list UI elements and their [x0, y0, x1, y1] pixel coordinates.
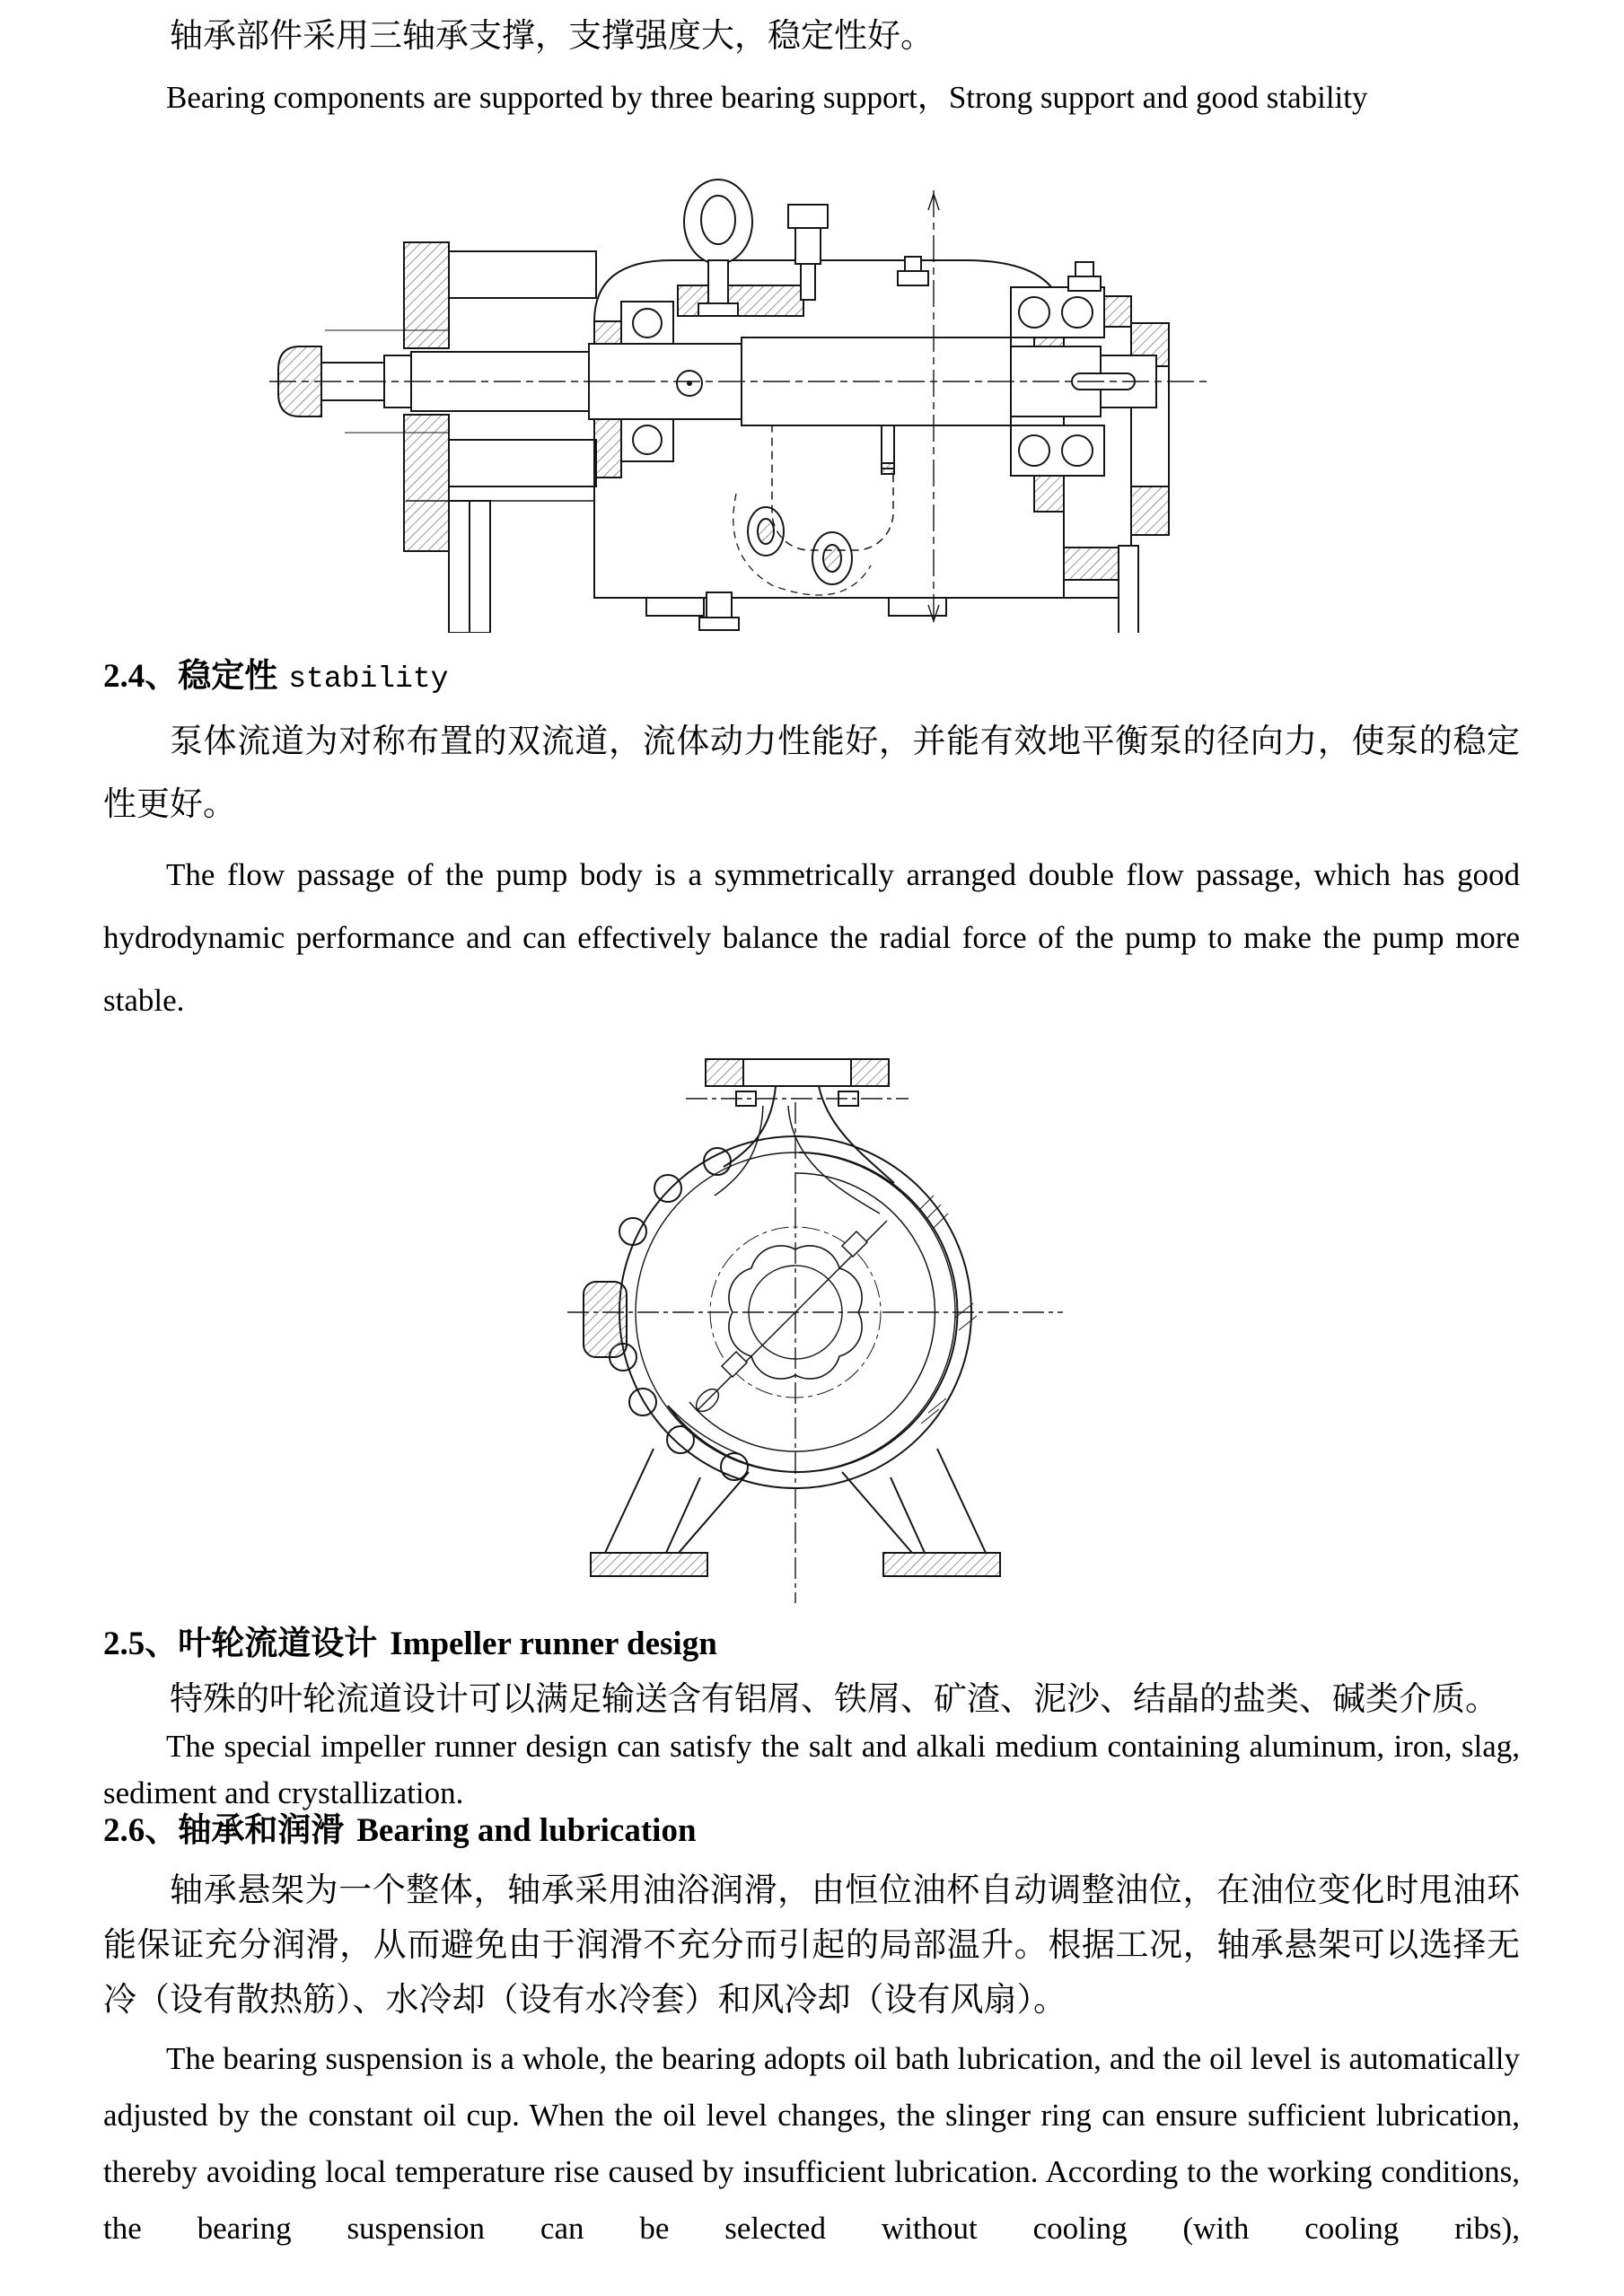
- section-2-4-paragraph-en: The flow passage of the pump body is a symmetrically arranged double flow passage, which has good hydrodynamic performance and can effectively balance the radial force of the pump to make the pump more stable.: [103, 857, 1520, 1018]
- section-2-4-paragraph-zh: 泵体流道为对称布置的双流道，流体动力性能好，并能有效地平衡泵的径向力，使泵的稳定性更好。: [103, 723, 1520, 823]
- section-2-6-paragraph-zh: 轴承悬架为一个整体，轴承采用油浴润滑，由恒位油杯自动调整油位，在油位变化时甩油环能保证充分润滑，从而避免由于润滑不充分而引起的局部温升。根据工况，轴承悬架可以选择无冷（设有散热筋）、水冷却（设有水冷套）和风冷却（设有风扇）。: [103, 1872, 1520, 2019]
- section-2-5-heading-zh: 2.5、叶轮流道设计: [103, 1626, 378, 1662]
- bearing-assembly-drawing: [269, 171, 1221, 633]
- section-2-4-heading-en: stability: [288, 662, 449, 696]
- impeller-hub: [692, 1221, 887, 1415]
- section-2-6-heading: [103, 1810, 1520, 1853]
- volute-casing: [584, 1059, 977, 1488]
- section-2-5-paragraph-zh: 特殊的叶轮流道设计可以满足输送含有铝屑、铁屑、矿渣、泥沙、结晶的盐类、碱类介质。: [170, 1681, 1498, 1718]
- section-2-6-heading-en: Bearing and lubrication: [356, 1812, 697, 1849]
- section-2-4-heading-zh: 2.4、稳定性: [103, 658, 278, 695]
- section-2-5-heading-en: Impeller runner design: [390, 1626, 717, 1662]
- bearing-assembly-figure: [269, 171, 1221, 633]
- section-2-6-paragraph-en: The bearing suspension is a whole, the bearing adopts oil bath lubrication, and the oil level is automatically adjusted by the constant oil cup. When the oil level changes, the slinger ring can ensure sufficient lubrication, thereby avoiding local temperature rise caused by insufficient lubrication. According to the working conditions, the bearing suspension can be selected without cooling (with cooling ribs),: [103, 2041, 1520, 2246]
- pump-volute-figure: [564, 1052, 1067, 1608]
- section-2-4-heading: [103, 655, 1520, 701]
- section-2-5-heading: [103, 1623, 1520, 1666]
- breather-plug: [788, 205, 1101, 300]
- section-2-6-heading-zh: 2.6、轴承和润滑: [103, 1812, 345, 1849]
- section-2-5-paragraph-en: The special impeller runner design can satisfy the salt and alkali medium containing aluminum, iron, slag, sediment and crystallization.: [103, 1729, 1520, 1810]
- intro-paragraph-zh: 轴承部件采用三轴承支撑，支撑强度大，稳定性好。: [170, 18, 934, 55]
- intro-paragraph-en: Bearing components are supported by three bearing support，Strong support and good stability: [166, 80, 1368, 115]
- pump-volute-drawing: [564, 1052, 1067, 1608]
